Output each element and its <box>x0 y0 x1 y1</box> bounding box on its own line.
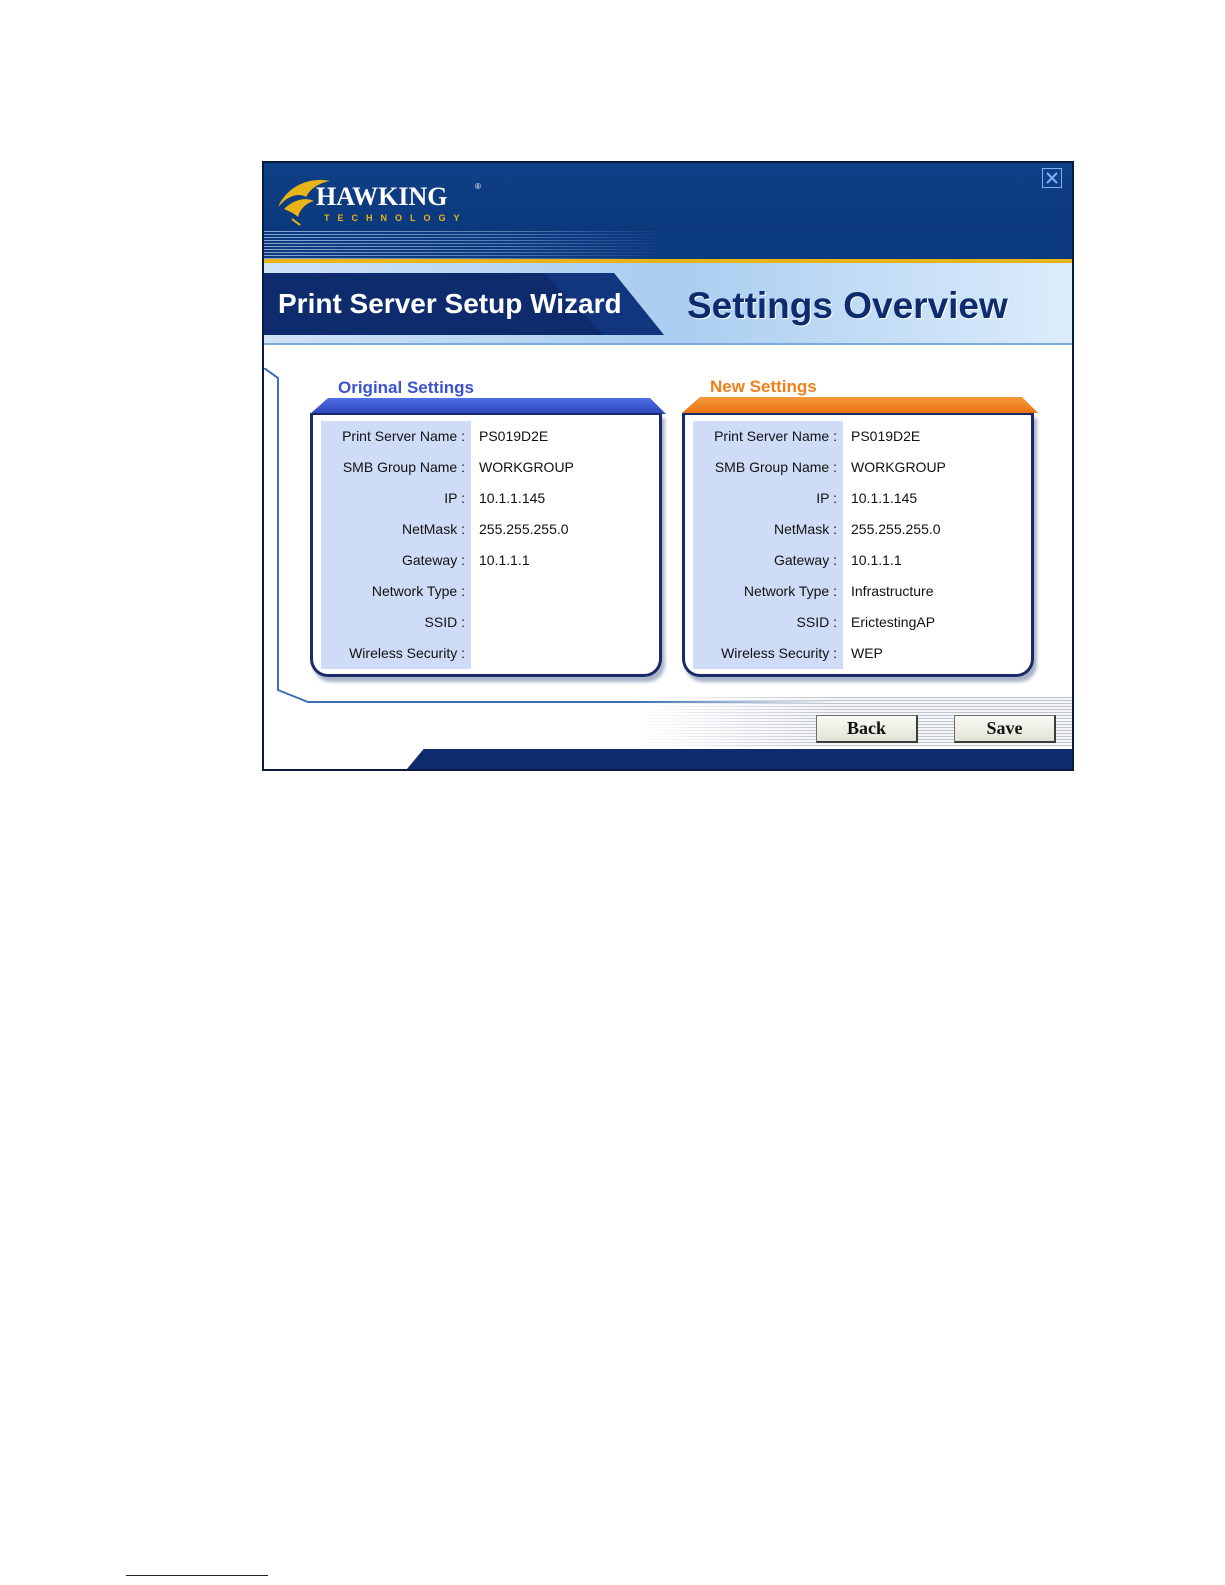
hawking-logo <box>270 169 490 229</box>
save-button[interactable]: Save <box>954 715 1056 743</box>
title-band <box>264 263 1072 345</box>
brand-sub: TECHNOLOGY <box>324 213 468 223</box>
list-item: IP : 10.1.1.145 <box>816 490 918 506</box>
wizard-window <box>262 161 1074 771</box>
wizard-title: Print Server Setup Wizard <box>278 288 622 319</box>
list-item: SSID : ErictestingAP <box>796 614 936 630</box>
list-item: Print Server Name : PS019D2E <box>714 428 921 444</box>
header-bar <box>264 163 1072 263</box>
list-item: Network Type : Infrastructure <box>743 583 934 599</box>
list-item: IP : 10.1.1.145 <box>444 490 546 506</box>
brand-name: HAWKING <box>316 182 448 211</box>
footer-bar <box>264 749 1072 771</box>
list-item: SMB Group Name : WORKGROUP <box>714 459 946 475</box>
list-item: Network Type : <box>371 583 465 599</box>
page-title: Settings Overview <box>687 285 1008 326</box>
list-item: Gateway : 10.1.1.1 <box>773 552 902 568</box>
list-item: SSID : <box>424 614 465 630</box>
list-item: NetMask : 255.255.255.0 <box>773 521 941 537</box>
list-item: Wireless Security : <box>349 645 465 661</box>
close-x-icon <box>1045 171 1059 185</box>
footnote-rule <box>126 1575 268 1576</box>
close-button[interactable] <box>1042 168 1062 188</box>
list-item: SMB Group Name : WORKGROUP <box>342 459 574 475</box>
new-settings-heading: New Settings <box>710 377 817 396</box>
new-settings-panel <box>682 413 1034 677</box>
list-item: Wireless Security : WEP <box>721 645 883 661</box>
list-item: Gateway : 10.1.1.1 <box>401 552 530 568</box>
list-item: Print Server Name : PS019D2E <box>342 428 549 444</box>
original-settings-heading: Original Settings <box>338 378 475 397</box>
back-button[interactable]: Back <box>816 715 918 743</box>
list-item: NetMask : 255.255.255.0 <box>401 521 569 537</box>
svg-text:®: ® <box>475 182 481 191</box>
original-settings-panel <box>310 413 662 677</box>
